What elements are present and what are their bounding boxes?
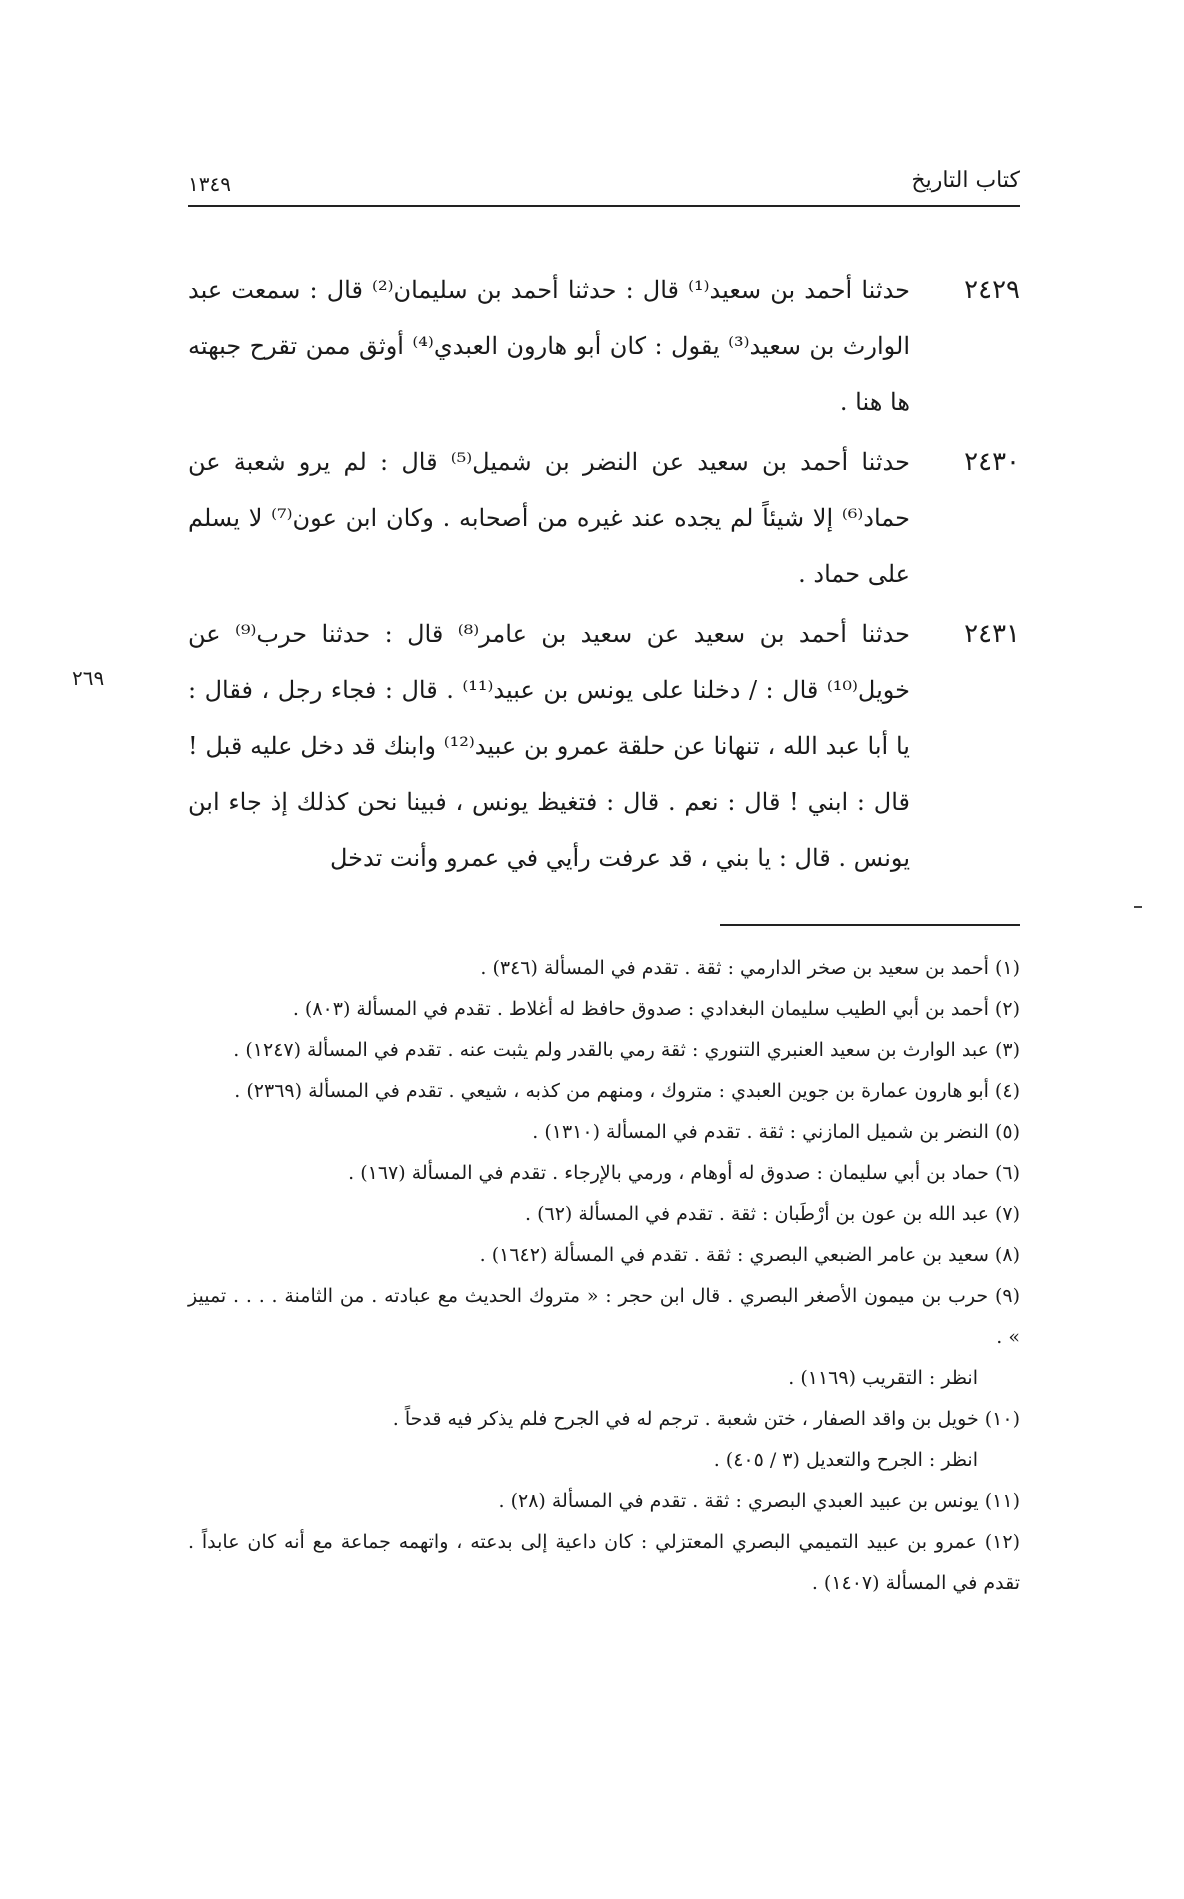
hadith-entry bbox=[188, 262, 1020, 430]
footnote: (٢) أحمد بن أبي الطيب سليمان البغدادي : صدوق حافظ له أغلاط . تقدم في المسألة (٨٠٣) . bbox=[292, 998, 1020, 1020]
entry-text: حدثنا أحمد بن سعيد عن النضر بن شميل⁽⁵⁾ قال : لم يرو شعبة عن حماد⁽⁶⁾ إلا شيئاً لم يجده عند غيره من أصحابه . وكان ابن عون⁽⁷⁾ لا يسلم على حماد . bbox=[188, 448, 910, 588]
footnote: (٩) حرب بن ميمون الأصغر البصري . قال ابن حجر : « متروك الحديث مع عبادته . من الثامنة . . . . تمييز » . bbox=[188, 1285, 1020, 1348]
hadith-entry bbox=[188, 434, 1020, 602]
book-title: كتاب التاريخ bbox=[911, 168, 1020, 193]
footnote: (٧) عبد الله بن عون بن أرْطَبان : ثقة . تقدم في المسألة (٦٢) . bbox=[525, 1203, 1020, 1225]
footnote: (١) أحمد بن سعيد بن صخر الدارمي : ثقة . تقدم في المسألة (٣٤٦) . bbox=[480, 957, 1020, 979]
footnote: (١١) يونس بن عبيد العبدي البصري : ثقة . تقدم في المسألة (٢٨) . bbox=[498, 1490, 1020, 1512]
hadith-entries bbox=[188, 262, 1020, 890]
footnote: (٨) سعيد بن عامر الضبعي البصري : ثقة . تقدم في المسألة (١٦٤٢) . bbox=[479, 1244, 1020, 1266]
footnote-separator bbox=[720, 924, 1020, 926]
page-number: ١٣٤٩ bbox=[188, 172, 231, 196]
margin-page-reference: ٢٦٩ bbox=[72, 666, 105, 690]
entry-text: حدثنا أحمد بن سعيد⁽¹⁾ قال : حدثنا أحمد بن سليمان⁽²⁾ قال : سمعت عبد الوارث بن سعيد⁽³⁾ يقول : كان أبو هارون العبدي⁽⁴⁾ أوثق ممن تقرح جبهته ها هنا . bbox=[188, 276, 911, 416]
footnote-continuation: انظر : الجرح والتعديل (٣ / ٤٠٥) . bbox=[713, 1449, 978, 1471]
footnote: (٦) حماد بن أبي سليمان : صدوق له أوهام ، ورمي بالإرجاء . تقدم في المسألة (١٦٧) . bbox=[348, 1162, 1020, 1184]
footnote: (٣) عبد الوارث بن سعيد العنبري التنوري : ثقة رمي بالقدر ولم يثبت عنه . تقدم في المسألة (١٢٤٧) . bbox=[233, 1039, 1020, 1061]
page-header bbox=[188, 168, 1020, 206]
entry-number: ٢٤٣٠ bbox=[964, 447, 1020, 477]
margin-tick bbox=[1134, 906, 1142, 908]
footnote: (٥) النضر بن شميل المازني : ثقة . تقدم في المسألة (١٣١٠) . bbox=[532, 1121, 1020, 1143]
hadith-entry bbox=[188, 606, 1020, 886]
footnote: (٤) أبو هارون عمارة بن جوين العبدي : متروك ، ومنهم من كذبه ، شيعي . تقدم في المسألة (٢٣٦٩) . bbox=[234, 1080, 1020, 1102]
entry-number: ٢٤٣١ bbox=[964, 619, 1020, 649]
header-rule bbox=[188, 205, 1020, 207]
entry-number: ٢٤٢٩ bbox=[964, 275, 1020, 305]
entry-text: حدثنا أحمد بن سعيد عن سعيد بن عامر⁽⁸⁾ قال : حدثنا حرب⁽⁹⁾ عن خويل⁽¹⁰⁾ قال : / دخلنا على يونس بن عبيد⁽¹¹⁾ . قال : فجاء رجل ، فقال : يا أبا عبد الله ، تنهانا عن حلقة عمرو بن عبيد⁽¹²⁾ وابنك قد دخل عليه قبل ! قال : ابني ! قال : نعم . قال : فتغيظ يونس ، فبينا نحن كذلك إذ جاء ابن يونس . قال : يا بني ، قد عرفت رأيي في عمرو وأنت تدخل bbox=[188, 620, 910, 872]
footnote-continuation: انظر : التقريب (١١٦٩) . bbox=[788, 1367, 978, 1389]
footnotes bbox=[188, 948, 1020, 1604]
footnote: (١٠) خويل بن واقد الصفار ، ختن شعبة . ترجم له في الجرح فلم يذكر فيه قدحاً . bbox=[392, 1408, 1020, 1430]
footnote: (١٢) عمرو بن عبيد التميمي البصري المعتزلي : كان داعية إلى بدعته ، واتهمه جماعة مع أنه كان عابداً . تقدم في المسألة (١٤٠٧) . bbox=[188, 1531, 1020, 1594]
